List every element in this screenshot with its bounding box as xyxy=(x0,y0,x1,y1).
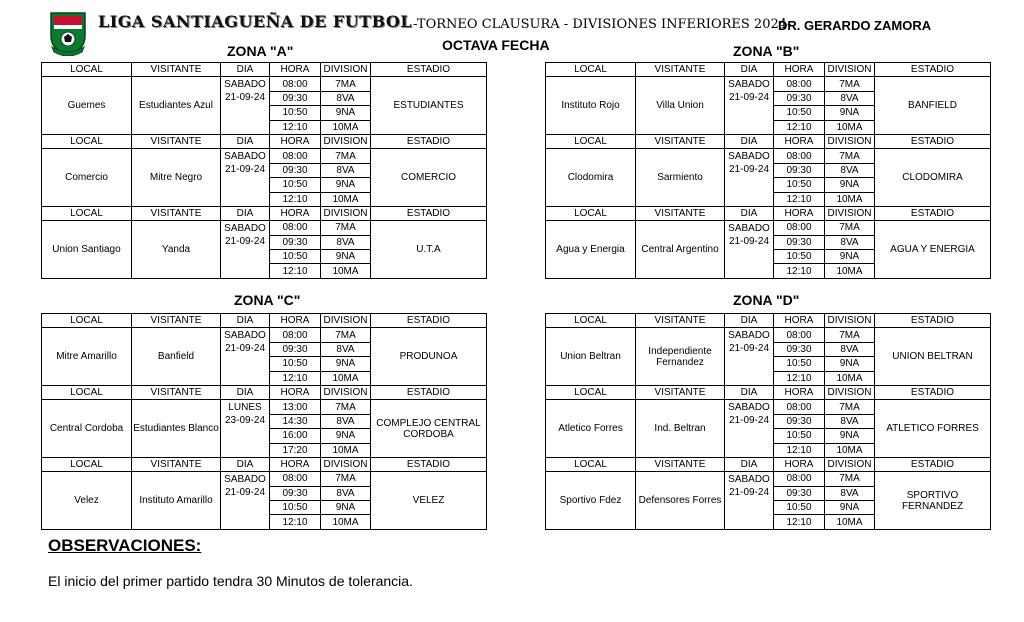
time-cell: 12:10 xyxy=(270,264,321,278)
tournament-title: -TORNEO CLAUSURA - DIVISIONES INFERIORES 2024- xyxy=(413,17,792,32)
match-row xyxy=(546,221,991,235)
division-cell: 8VA xyxy=(321,91,371,105)
column-header-hora: HORA xyxy=(774,63,825,77)
day-cell xyxy=(221,149,270,207)
column-header-estadio: ESTADIO xyxy=(371,385,487,399)
time-cell: 10:50 xyxy=(270,106,321,120)
column-header-dia: DIA xyxy=(725,206,774,220)
division-cell: 8VA xyxy=(825,235,875,249)
day-cell xyxy=(221,472,270,530)
zone-c-table xyxy=(41,313,487,530)
round-title: OCTAVA FECHA xyxy=(442,37,550,53)
division-cell: 8VA xyxy=(321,342,371,356)
column-header-dia: DIA xyxy=(725,457,774,471)
column-header-estadio: ESTADIO xyxy=(371,206,487,220)
division-cell: 9NA xyxy=(825,178,875,192)
local-team-cell: Comercio xyxy=(42,149,132,207)
division-cell: 10MA xyxy=(825,120,875,134)
time-cell: 12:10 xyxy=(774,192,825,206)
division-cell: 7MA xyxy=(321,400,371,414)
match-row xyxy=(42,328,487,342)
column-header-division: DIVISION xyxy=(321,457,371,471)
match-date: 21-09-24 xyxy=(728,487,770,499)
column-header-visitante: VISITANTE xyxy=(636,206,725,220)
time-cell: 12:10 xyxy=(774,264,825,278)
league-shield-logo-icon xyxy=(48,10,88,56)
division-cell: 10MA xyxy=(825,515,875,529)
column-header-local: LOCAL xyxy=(546,457,636,471)
division-cell: 8VA xyxy=(321,486,371,500)
division-cell: 9NA xyxy=(321,178,371,192)
match-day: SABADO xyxy=(224,151,266,163)
match-day: LUNES xyxy=(228,402,262,414)
division-cell: 9NA xyxy=(321,250,371,264)
day-cell xyxy=(221,77,270,135)
column-header-hora: HORA xyxy=(270,63,321,77)
match-day: SABADO xyxy=(728,151,770,163)
column-header-division: DIVISION xyxy=(825,63,875,77)
local-team-cell: Union Santiago xyxy=(42,221,132,279)
time-cell: 08:00 xyxy=(270,472,321,486)
division-cell: 10MA xyxy=(321,515,371,529)
local-team-cell: Union Beltran xyxy=(546,328,636,386)
table-header-row xyxy=(42,206,487,220)
time-cell: 10:50 xyxy=(270,501,321,515)
match-row xyxy=(546,400,991,414)
day-cell xyxy=(221,328,270,386)
column-header-dia: DIA xyxy=(221,385,270,399)
time-cell: 09:30 xyxy=(270,235,321,249)
match-date: 21-09-24 xyxy=(728,92,770,104)
zone-a-title: ZONA "A" xyxy=(227,43,294,59)
match-date: 21-09-24 xyxy=(224,487,266,499)
stadium-cell: COMPLEJO CENTRAL CORDOBA xyxy=(371,400,487,458)
time-cell: 09:30 xyxy=(774,414,825,428)
match-row xyxy=(42,472,487,486)
table-header-row xyxy=(42,134,487,148)
column-header-local: LOCAL xyxy=(546,385,636,399)
column-header-visitante: VISITANTE xyxy=(636,457,725,471)
stadium-cell: PRODUNOA xyxy=(371,328,487,386)
time-cell: 17:20 xyxy=(270,443,321,457)
division-cell: 7MA xyxy=(825,149,875,163)
visiting-team-cell: Defensores Forres xyxy=(636,472,725,530)
time-cell: 09:30 xyxy=(270,486,321,500)
time-cell: 09:30 xyxy=(270,342,321,356)
column-header-dia: DIA xyxy=(725,63,774,77)
column-header-hora: HORA xyxy=(270,314,321,328)
visiting-team-cell: Ind. Beltran xyxy=(636,400,725,458)
column-header-visitante: VISITANTE xyxy=(636,134,725,148)
match-row xyxy=(546,328,991,342)
division-cell: 10MA xyxy=(825,371,875,385)
time-cell: 08:00 xyxy=(774,472,825,486)
table-header-row xyxy=(42,385,487,399)
column-header-local: LOCAL xyxy=(546,134,636,148)
match-date: 21-09-24 xyxy=(224,343,266,355)
time-cell: 10:50 xyxy=(774,429,825,443)
division-cell: 7MA xyxy=(825,400,875,414)
match-day: SABADO xyxy=(224,474,266,486)
division-cell: 9NA xyxy=(825,501,875,515)
column-header-dia: DIA xyxy=(221,314,270,328)
time-cell: 08:00 xyxy=(270,221,321,235)
column-header-dia: DIA xyxy=(221,134,270,148)
match-date: 21-09-24 xyxy=(728,415,770,427)
column-header-hora: HORA xyxy=(270,134,321,148)
column-header-estadio: ESTADIO xyxy=(371,457,487,471)
time-cell: 12:10 xyxy=(774,120,825,134)
table-header-row xyxy=(42,457,487,471)
match-row xyxy=(42,400,487,414)
division-cell: 7MA xyxy=(321,328,371,342)
column-header-visitante: VISITANTE xyxy=(132,385,221,399)
column-header-hora: HORA xyxy=(270,206,321,220)
match-day: SABADO xyxy=(224,330,266,342)
time-cell: 10:50 xyxy=(774,178,825,192)
time-cell: 09:30 xyxy=(774,163,825,177)
zone-b-title: ZONA "B" xyxy=(733,43,800,59)
visiting-team-cell: Instituto Amarillo xyxy=(132,472,221,530)
time-cell: 14:30 xyxy=(270,414,321,428)
time-cell: 12:10 xyxy=(270,120,321,134)
division-cell: 10MA xyxy=(825,443,875,457)
match-date: 21-09-24 xyxy=(224,236,266,248)
column-header-local: LOCAL xyxy=(546,63,636,77)
column-header-dia: DIA xyxy=(221,63,270,77)
time-cell: 12:10 xyxy=(270,515,321,529)
division-cell: 8VA xyxy=(825,163,875,177)
table-header-row xyxy=(546,457,991,471)
time-cell: 09:30 xyxy=(270,163,321,177)
match-row xyxy=(546,77,991,91)
division-cell: 7MA xyxy=(825,328,875,342)
observations-title: OBSERVACIONES: xyxy=(48,536,202,555)
column-header-visitante: VISITANTE xyxy=(132,206,221,220)
column-header-dia: DIA xyxy=(725,314,774,328)
column-header-estadio: ESTADIO xyxy=(371,134,487,148)
division-cell: 10MA xyxy=(321,264,371,278)
column-header-division: DIVISION xyxy=(825,385,875,399)
division-cell: 7MA xyxy=(825,472,875,486)
match-date: 21-09-24 xyxy=(728,236,770,248)
division-cell: 7MA xyxy=(321,149,371,163)
local-team-cell: Sportivo Fdez xyxy=(546,472,636,530)
time-cell: 16:00 xyxy=(270,429,321,443)
column-header-division: DIVISION xyxy=(321,63,371,77)
column-header-local: LOCAL xyxy=(42,206,132,220)
table-header-row xyxy=(42,314,487,328)
table-header-row xyxy=(546,63,991,77)
column-header-local: LOCAL xyxy=(42,63,132,77)
stadium-cell: UNION BELTRAN xyxy=(875,328,991,386)
time-cell: 10:50 xyxy=(270,357,321,371)
column-header-estadio: ESTADIO xyxy=(875,314,991,328)
column-header-local: LOCAL xyxy=(42,385,132,399)
time-cell: 08:00 xyxy=(270,77,321,91)
division-cell: 9NA xyxy=(825,357,875,371)
division-cell: 8VA xyxy=(825,342,875,356)
match-row xyxy=(546,149,991,163)
column-header-division: DIVISION xyxy=(825,457,875,471)
day-cell xyxy=(221,400,270,458)
match-date: 21-09-24 xyxy=(728,164,770,176)
division-cell: 8VA xyxy=(825,486,875,500)
time-cell: 08:00 xyxy=(774,77,825,91)
column-header-hora: HORA xyxy=(774,385,825,399)
match-day: SABADO xyxy=(224,223,266,235)
column-header-estadio: ESTADIO xyxy=(371,314,487,328)
division-cell: 8VA xyxy=(825,91,875,105)
division-cell: 7MA xyxy=(321,77,371,91)
stadium-cell: CLODOMIRA xyxy=(875,149,991,207)
local-team-cell: Guemes xyxy=(42,77,132,135)
match-day: SABADO xyxy=(224,79,266,91)
column-header-local: LOCAL xyxy=(546,206,636,220)
match-date: 23-09-24 xyxy=(224,415,266,427)
match-date: 21-09-24 xyxy=(224,92,266,104)
stadium-cell: ATLETICO FORRES xyxy=(875,400,991,458)
column-header-hora: HORA xyxy=(774,134,825,148)
division-cell: 9NA xyxy=(825,250,875,264)
day-cell xyxy=(725,400,774,458)
division-cell: 9NA xyxy=(321,429,371,443)
visiting-team-cell: Estudiantes Azul xyxy=(132,77,221,135)
local-team-cell: Clodomira xyxy=(546,149,636,207)
visiting-team-cell: Yanda xyxy=(132,221,221,279)
column-header-visitante: VISITANTE xyxy=(132,457,221,471)
day-cell xyxy=(725,472,774,530)
time-cell: 08:00 xyxy=(774,221,825,235)
zone-b-table xyxy=(545,62,991,279)
column-header-hora: HORA xyxy=(774,206,825,220)
time-cell: 10:50 xyxy=(774,250,825,264)
time-cell: 10:50 xyxy=(774,357,825,371)
match-day: SABADO xyxy=(728,330,770,342)
visiting-team-cell: Estudiantes Blanco xyxy=(132,400,221,458)
division-cell: 7MA xyxy=(825,77,875,91)
column-header-estadio: ESTADIO xyxy=(875,206,991,220)
column-header-visitante: VISITANTE xyxy=(636,385,725,399)
day-cell xyxy=(725,149,774,207)
division-cell: 9NA xyxy=(321,357,371,371)
column-header-dia: DIA xyxy=(725,385,774,399)
match-date: 21-09-24 xyxy=(728,343,770,355)
column-header-estadio: ESTADIO xyxy=(875,385,991,399)
division-cell: 10MA xyxy=(321,371,371,385)
division-cell: 7MA xyxy=(321,221,371,235)
local-team-cell: Central Cordoba xyxy=(42,400,132,458)
column-header-division: DIVISION xyxy=(321,314,371,328)
column-header-dia: DIA xyxy=(221,206,270,220)
stadium-cell: VELEZ xyxy=(371,472,487,530)
division-cell: 10MA xyxy=(321,443,371,457)
stadium-cell: AGUA Y ENERGIA xyxy=(875,221,991,279)
time-cell: 10:50 xyxy=(270,250,321,264)
stadium-cell: COMERCIO xyxy=(371,149,487,207)
column-header-hora: HORA xyxy=(774,457,825,471)
time-cell: 09:30 xyxy=(774,486,825,500)
column-header-hora: HORA xyxy=(270,385,321,399)
time-cell: 09:30 xyxy=(774,342,825,356)
column-header-local: LOCAL xyxy=(42,134,132,148)
column-header-visitante: VISITANTE xyxy=(636,63,725,77)
time-cell: 08:00 xyxy=(270,149,321,163)
time-cell: 08:00 xyxy=(774,149,825,163)
column-header-dia: DIA xyxy=(221,457,270,471)
column-header-division: DIVISION xyxy=(825,314,875,328)
day-cell xyxy=(725,328,774,386)
zone-d-title: ZONA "D" xyxy=(733,292,800,308)
stadium-cell: ESTUDIANTES xyxy=(371,77,487,135)
division-cell: 8VA xyxy=(321,163,371,177)
column-header-dia: DIA xyxy=(725,134,774,148)
table-header-row xyxy=(546,314,991,328)
local-team-cell: Atletico Forres xyxy=(546,400,636,458)
column-header-visitante: VISITANTE xyxy=(636,314,725,328)
match-row xyxy=(546,472,991,486)
division-cell: 9NA xyxy=(321,106,371,120)
time-cell: 10:50 xyxy=(774,106,825,120)
zone-d-table xyxy=(545,313,991,530)
column-header-local: LOCAL xyxy=(42,314,132,328)
match-day: SABADO xyxy=(728,402,770,414)
observations-text: El inicio del primer partido tendra 30 Minutos de tolerancia. xyxy=(48,573,413,589)
time-cell: 08:00 xyxy=(774,400,825,414)
table-header-row xyxy=(546,385,991,399)
local-team-cell: Instituto Rojo xyxy=(546,77,636,135)
local-team-cell: Mitre Amarillo xyxy=(42,328,132,386)
column-header-division: DIVISION xyxy=(321,385,371,399)
visiting-team-cell: Central Argentino xyxy=(636,221,725,279)
division-cell: 10MA xyxy=(321,120,371,134)
local-team-cell: Agua y Energia xyxy=(546,221,636,279)
zone-a-table xyxy=(41,62,487,279)
division-cell: 8VA xyxy=(825,414,875,428)
match-day: SABADO xyxy=(728,223,770,235)
division-cell: 10MA xyxy=(825,264,875,278)
table-header-row xyxy=(546,206,991,220)
column-header-visitante: VISITANTE xyxy=(132,314,221,328)
column-header-division: DIVISION xyxy=(321,134,371,148)
visiting-team-cell: Villa Union xyxy=(636,77,725,135)
match-day: SABADO xyxy=(728,474,770,486)
column-header-division: DIVISION xyxy=(825,206,875,220)
match-row xyxy=(42,221,487,235)
column-header-local: LOCAL xyxy=(42,457,132,471)
time-cell: 09:30 xyxy=(774,235,825,249)
column-header-division: DIVISION xyxy=(321,206,371,220)
time-cell: 12:10 xyxy=(774,371,825,385)
time-cell: 10:50 xyxy=(270,178,321,192)
column-header-local: LOCAL xyxy=(546,314,636,328)
match-date: 21-09-24 xyxy=(224,164,266,176)
zone-c-title: ZONA "C" xyxy=(234,292,301,308)
time-cell: 09:30 xyxy=(270,91,321,105)
division-cell: 8VA xyxy=(321,414,371,428)
day-cell xyxy=(221,221,270,279)
time-cell: 12:10 xyxy=(774,443,825,457)
division-cell: 9NA xyxy=(825,429,875,443)
time-cell: 08:00 xyxy=(774,328,825,342)
column-header-estadio: ESTADIO xyxy=(875,457,991,471)
match-day: SABADO xyxy=(728,79,770,91)
column-header-hora: HORA xyxy=(270,457,321,471)
time-cell: 10:50 xyxy=(774,501,825,515)
division-cell: 10MA xyxy=(825,192,875,206)
time-cell: 09:30 xyxy=(774,91,825,105)
column-header-estadio: ESTADIO xyxy=(371,63,487,77)
division-cell: 10MA xyxy=(321,192,371,206)
division-cell: 7MA xyxy=(825,221,875,235)
division-cell: 7MA xyxy=(321,472,371,486)
time-cell: 13:00 xyxy=(270,400,321,414)
stadium-cell: U.T.A xyxy=(371,221,487,279)
visiting-team-cell: Mitre Negro xyxy=(132,149,221,207)
table-header-row xyxy=(42,63,487,77)
visiting-team-cell: Independiente Fernandez xyxy=(636,328,725,386)
column-header-estadio: ESTADIO xyxy=(875,134,991,148)
division-cell: 9NA xyxy=(825,106,875,120)
time-cell: 12:10 xyxy=(774,515,825,529)
time-cell: 12:10 xyxy=(270,371,321,385)
match-row xyxy=(42,77,487,91)
match-row xyxy=(42,149,487,163)
local-team-cell: Velez xyxy=(42,472,132,530)
visiting-team-cell: Banfield xyxy=(132,328,221,386)
stadium-cell: BANFIELD xyxy=(875,77,991,135)
column-header-estadio: ESTADIO xyxy=(875,63,991,77)
division-cell: 8VA xyxy=(321,235,371,249)
table-header-row xyxy=(546,134,991,148)
column-header-hora: HORA xyxy=(774,314,825,328)
league-title: LIGA SANTIAGUEÑA DE FUTBOL xyxy=(98,12,413,31)
day-cell xyxy=(725,77,774,135)
time-cell: 08:00 xyxy=(270,328,321,342)
column-header-division: DIVISION xyxy=(825,134,875,148)
column-header-visitante: VISITANTE xyxy=(132,134,221,148)
day-cell xyxy=(725,221,774,279)
tournament-dedication: DR. GERARDO ZAMORA xyxy=(778,18,932,33)
stadium-cell: SPORTIVO FERNANDEZ xyxy=(875,472,991,530)
column-header-visitante: VISITANTE xyxy=(132,63,221,77)
visiting-team-cell: Sarmiento xyxy=(636,149,725,207)
time-cell: 12:10 xyxy=(270,192,321,206)
division-cell: 9NA xyxy=(321,501,371,515)
